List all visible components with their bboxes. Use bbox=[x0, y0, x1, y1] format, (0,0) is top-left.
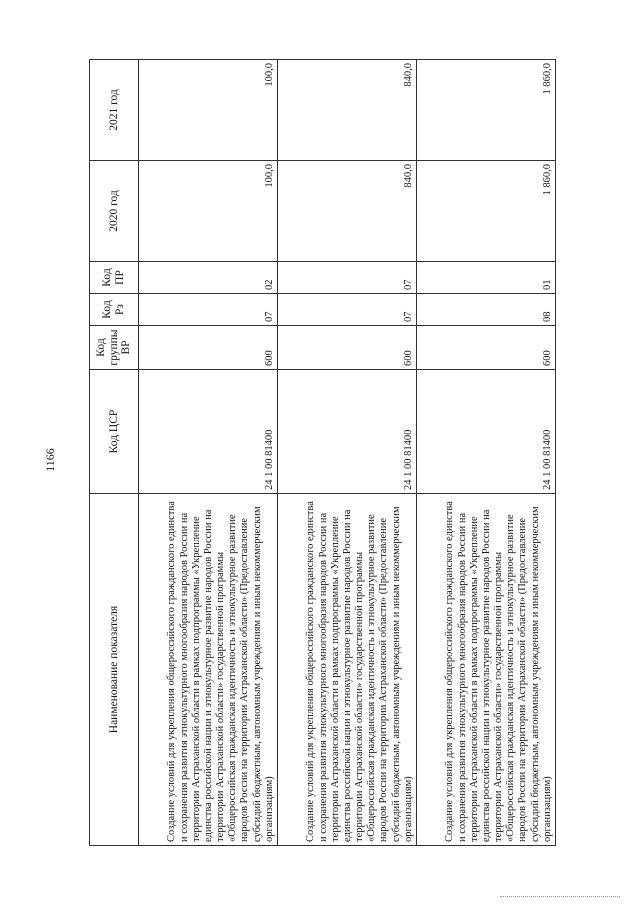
row-rz: 07 bbox=[278, 294, 417, 326]
table-row bbox=[417, 60, 556, 846]
row-csr: 24 1 00 81400 bbox=[139, 370, 278, 494]
table-header-row bbox=[90, 60, 139, 846]
row-2020: 1 860,0 bbox=[417, 161, 556, 262]
row-csr: 24 1 00 81400 bbox=[278, 370, 417, 494]
row-name: Создание условий для укрепления общероссийского гражданского единства и сохранения развития этнокультурного многообразия народов России на территории Астраханской области в рамках подпрограммы «Укрепление единства российской нации и этнокультурное развитие народов России на территории Астраханской области» государственной программы «Общероссийская гражданская идентичность и этнокультурное развитие народов России на территории Астраханской области» (Предоставление субсидий бюджетным, автономным учреждениям и иным некоммерческим организациям) bbox=[417, 494, 556, 846]
row-vr: 600 bbox=[278, 326, 417, 370]
table-row bbox=[278, 60, 417, 846]
row-name: Создание условий для укрепления общероссийского гражданского единства и сохранения развития этнокультурного многообразия народов России на территории Астраханской области в рамках подпрограммы «Укрепление единства российской нации и этнокультурное развитие народов России на территории Астраханской области» государственной программы «Общероссийская гражданская идентичность и этнокультурное развитие народов России на территории Астраханской области» (Предоставление субсидий бюджетным, автономным учреждениям и иным некоммерческим организациям) bbox=[278, 494, 417, 846]
row-2020: 840,0 bbox=[278, 161, 417, 262]
scan-artifact-dots bbox=[500, 896, 620, 899]
page-number: 1166 bbox=[43, 448, 57, 472]
row-csr: 24 1 00 81400 bbox=[417, 370, 556, 494]
row-vr: 600 bbox=[417, 326, 556, 370]
row-pr: 07 bbox=[278, 262, 417, 294]
header-vr: Код группы ВР bbox=[90, 326, 139, 370]
row-name: Создание условий для укрепления общероссийского гражданского единства и сохранения развития этнокультурного многообразия народов России на территории Астраханской области в рамках подпрограммы «Укрепление единства российской нации и этнокультурное развитие народов России на территории Астраханской области» государственной программы «Общероссийская гражданская идентичность и этнокультурное развитие народов России на территории Астраханской области» (Предоставление субсидий бюджетным, автономным учреждениям и иным некоммерческим организациям) bbox=[139, 494, 278, 846]
header-name: Наименование показателя bbox=[90, 494, 139, 846]
table-row bbox=[139, 60, 278, 846]
row-vr: 600 bbox=[139, 326, 278, 370]
header-2020: 2020 год bbox=[90, 161, 139, 262]
row-2021: 100,0 bbox=[139, 60, 278, 161]
row-rz: 07 bbox=[139, 294, 278, 326]
budget-table bbox=[89, 59, 556, 846]
rotated-table-container bbox=[89, 60, 619, 846]
row-2021: 840,0 bbox=[278, 60, 417, 161]
row-2020: 100,0 bbox=[139, 161, 278, 262]
row-pr: 01 bbox=[417, 262, 556, 294]
header-csr: Код ЦСР bbox=[90, 370, 139, 494]
header-pr: Код ПР bbox=[90, 262, 139, 294]
row-pr: 02 bbox=[139, 262, 278, 294]
header-2021: 2021 год bbox=[90, 60, 139, 161]
row-2021: 1 860,0 bbox=[417, 60, 556, 161]
header-rz: Код Рз bbox=[90, 294, 139, 326]
row-rz: 08 bbox=[417, 294, 556, 326]
